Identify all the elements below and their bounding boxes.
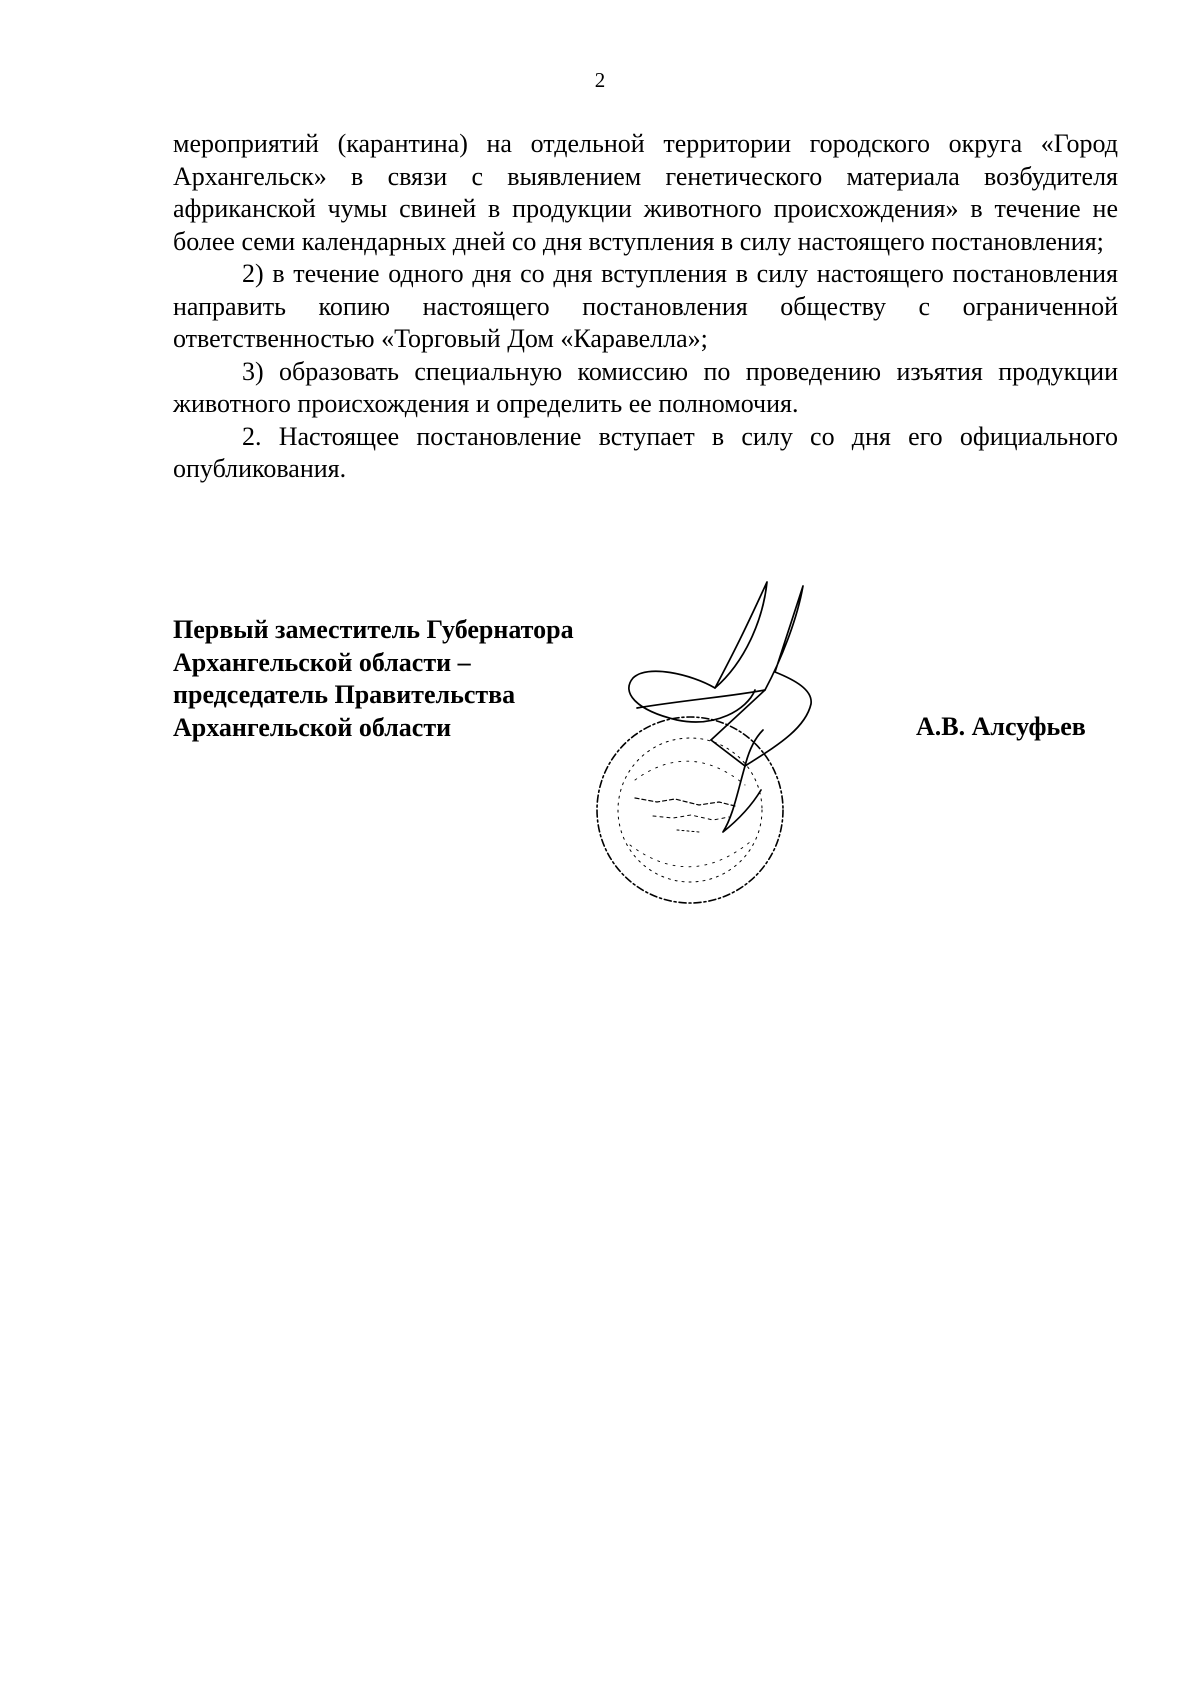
signature-strokes xyxy=(629,582,811,832)
stamp-and-signature xyxy=(595,580,915,940)
page-number: 2 xyxy=(594,68,606,92)
document-body xyxy=(173,128,1118,486)
seal-stamp xyxy=(597,717,783,903)
signatory-title-line: председатель Правительства xyxy=(173,680,516,709)
signatory-title-line: Архангельской области xyxy=(173,712,452,742)
signer-name: А.В. Алсуфьев xyxy=(916,712,1086,741)
paragraph-item-2: 2) в течение одного дня со дня вступления в силу настоящего постановления направить копию настоящего постановления обществу с ограниченной ответственностью «Торговый Дом «Каравелла»; xyxy=(173,259,1118,353)
signatory-title-line: Первый заместитель Губернатора xyxy=(173,615,574,644)
paragraph-clause-2: 2. Настоящее постановление вступает в силу со дня его официального опубликования. xyxy=(173,421,1118,483)
paragraph-continuation: мероприятий (карантина) на отдельной территории городского округа «Город Архангельск» в связи с выявлением генетического материала возбудителя африканской чумы свиней в продукции животного происхождения» в течение не более семи календарных дней со дня вступления в силу настоящего постановления; xyxy=(173,129,1118,256)
signatory-title-line: Архангельской области – xyxy=(173,647,471,677)
paragraph-item-3: 3) образовать специальную комиссию по проведению изъятия продукции животного происхождения и определить ее полномочия. xyxy=(173,356,1118,418)
signatory-title xyxy=(173,614,574,744)
